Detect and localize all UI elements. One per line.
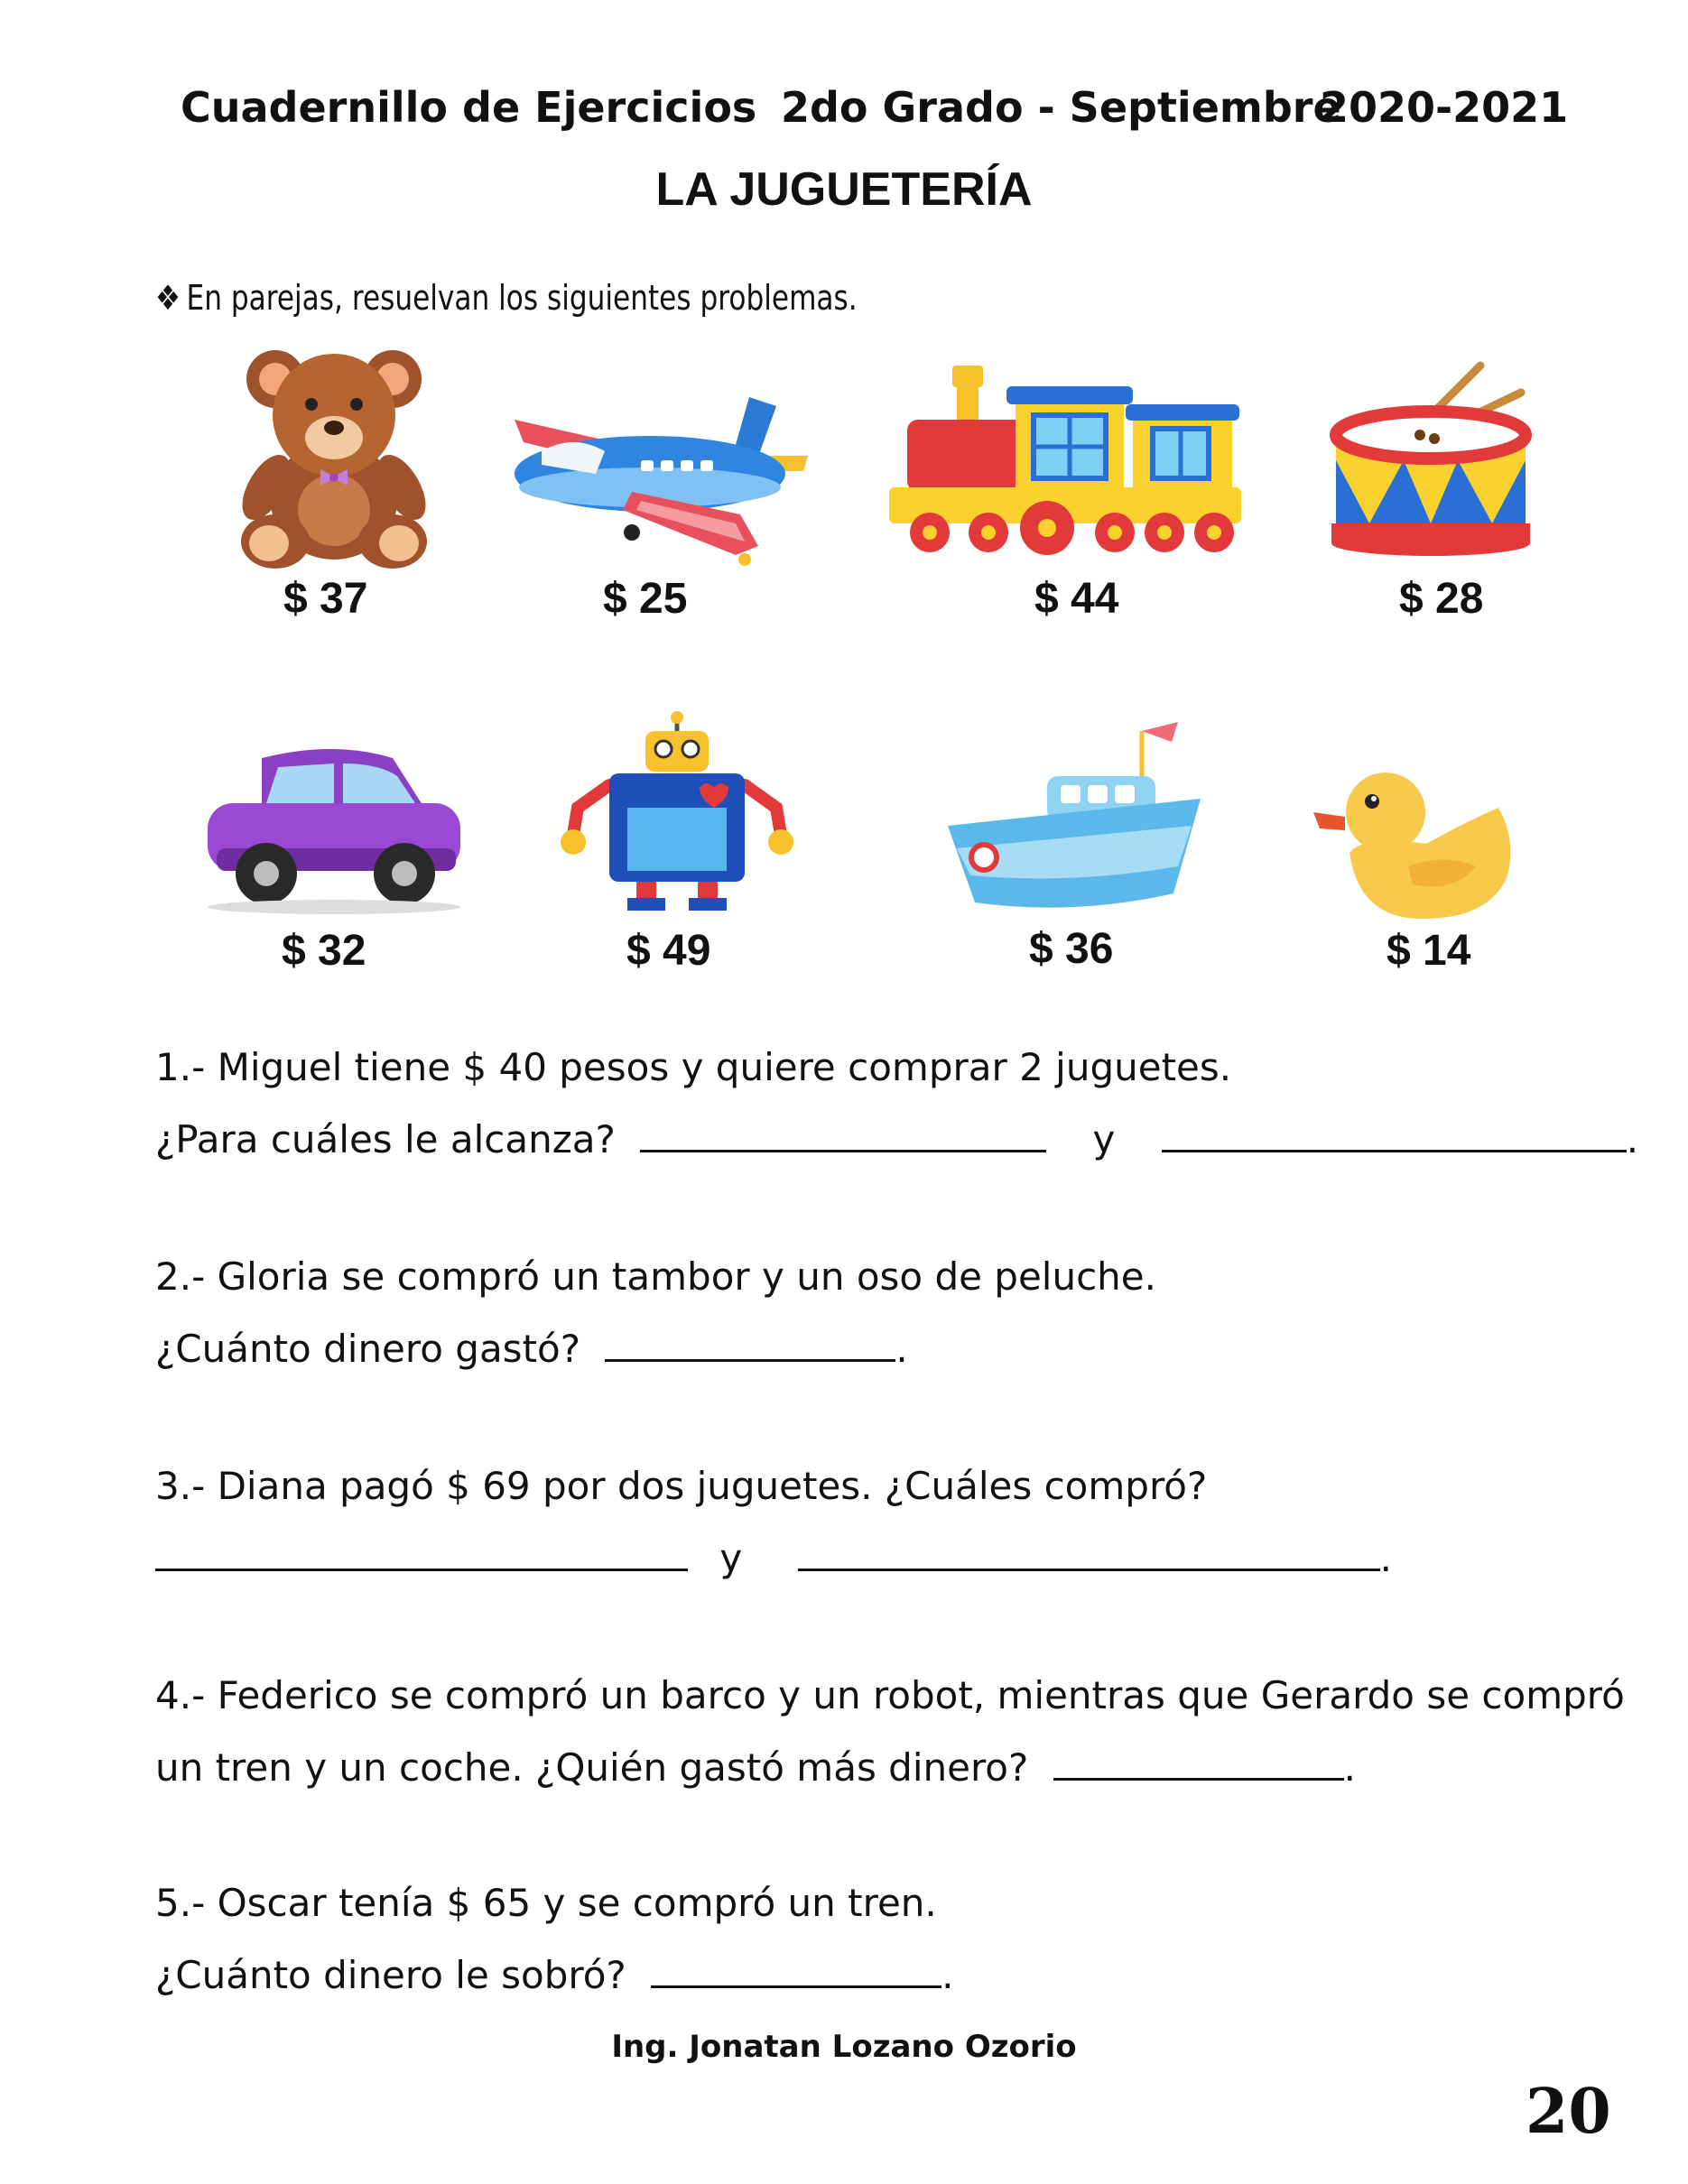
question-1-label: ¿Para cuáles le alcanza? — [155, 1117, 616, 1161]
answer-1a-field[interactable] — [640, 1114, 1046, 1152]
page-header — [181, 83, 1569, 146]
header-workbook-title: Cuadernillo de Ejercicios — [181, 83, 757, 132]
period: . — [895, 1327, 908, 1371]
answer-5-field[interactable] — [651, 1949, 941, 1988]
question-1-prompt — [155, 1114, 1638, 1161]
page-title: LA JUGUETERÍA — [655, 163, 1033, 216]
question-5-text: 5.- Oscar tenía $ 65 y se compró un tren. — [155, 1881, 937, 1925]
airplane-icon — [505, 388, 812, 569]
period: . — [1379, 1536, 1392, 1580]
instruction — [155, 278, 858, 318]
answer-2-field[interactable] — [605, 1323, 895, 1362]
drum-icon — [1322, 361, 1539, 560]
answer-1b-field[interactable] — [1162, 1114, 1627, 1152]
toy-price: $ 44 — [1034, 575, 1119, 623]
question-1-text: 1.- Miguel tiene $ 40 pesos y quiere comprar 2 juguetes. — [155, 1045, 1232, 1089]
toy-price: $ 49 — [626, 927, 711, 975]
four-diamond-bullet-icon: ❖ — [155, 278, 181, 318]
toy-price: $ 36 — [1029, 925, 1114, 973]
question-4-label: un tren y un coche. ¿Quién gastó más dinero? — [155, 1745, 1029, 1790]
question-3-text: 3.- Diana pagó $ 69 por dos juguetes. ¿Cuáles compró? — [155, 1464, 1208, 1508]
toy-price: $ 14 — [1387, 927, 1471, 975]
question-2-text: 2.- Gloria se compró un tambor y un oso de peluche. — [155, 1254, 1156, 1299]
question-5-prompt — [155, 1949, 953, 1997]
question-2-label: ¿Cuánto dinero gastó? — [155, 1327, 581, 1371]
toy-price: $ 28 — [1399, 575, 1484, 623]
instruction-text: En parejas, resuelvan los siguientes problemas. — [186, 278, 858, 318]
header-grade-month: 2do Grado - Septiembre — [781, 83, 1341, 132]
question-4-text: 4.- Federico se compró un barco y un robot, mientras que Gerardo se compró — [155, 1673, 1625, 1717]
rubber-duck-icon — [1309, 767, 1526, 930]
question-5-label: ¿Cuánto dinero le sobró? — [155, 1953, 626, 1997]
toy-price: $ 32 — [282, 927, 366, 975]
connector-y: y — [719, 1536, 743, 1580]
author-footer: Ing. Jonatan Lozano Ozorio — [611, 2029, 1077, 2065]
teddy-bear-icon — [226, 343, 442, 569]
question-3-answers — [155, 1532, 1392, 1580]
page-number: 20 — [1526, 2076, 1611, 2148]
question-2-prompt — [155, 1323, 908, 1371]
header-school-year: 2020-2021 — [1320, 83, 1569, 132]
car-icon — [199, 740, 469, 921]
question-4-prompt — [155, 1742, 1356, 1790]
period: . — [1626, 1117, 1639, 1161]
period: . — [1343, 1745, 1357, 1790]
answer-4-field[interactable] — [1053, 1742, 1344, 1781]
connector-y: y — [1092, 1117, 1116, 1161]
toy-price: $ 37 — [283, 575, 368, 623]
answer-3a-field[interactable] — [155, 1532, 688, 1571]
robot-icon — [560, 708, 794, 916]
answer-3b-field[interactable] — [798, 1532, 1380, 1571]
period: . — [941, 1953, 954, 1997]
train-icon — [889, 361, 1250, 569]
boat-icon — [939, 722, 1210, 930]
toy-price: $ 25 — [603, 575, 688, 623]
